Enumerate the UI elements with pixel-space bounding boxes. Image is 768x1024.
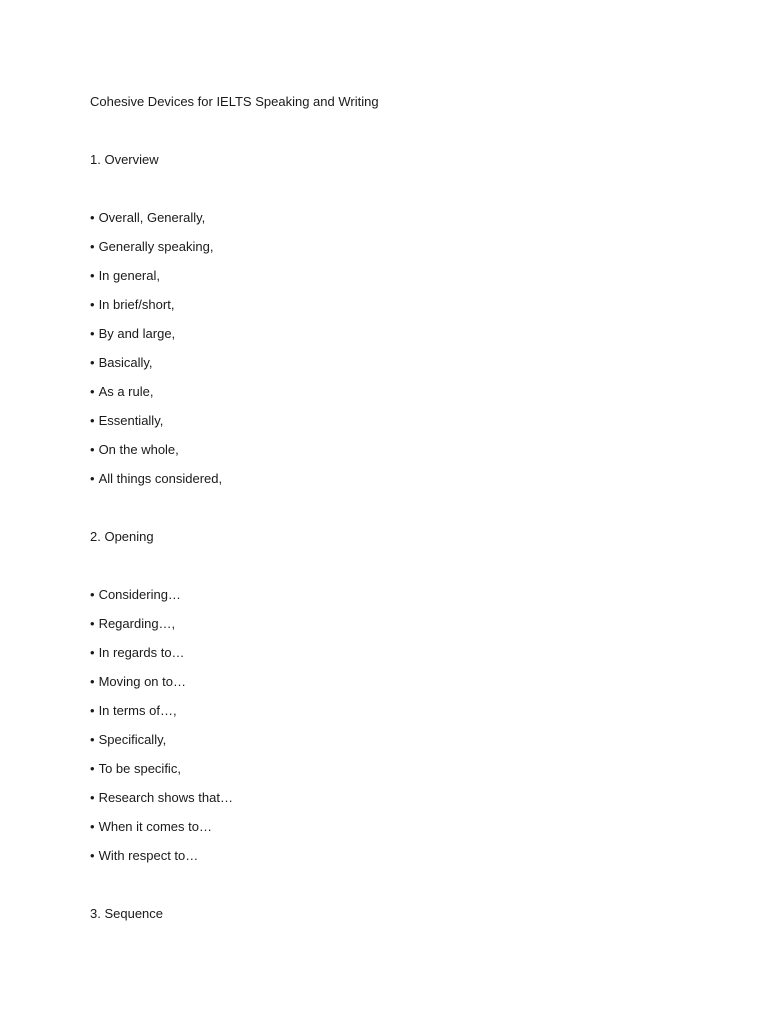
list-item: • Basically, — [90, 354, 690, 383]
list-item: • Regarding…, — [90, 615, 690, 644]
list-item: • In general, — [90, 267, 690, 296]
list-item: • When it comes to… — [90, 818, 690, 847]
list-item: • In brief/short, — [90, 296, 690, 325]
list-item: • Overall, Generally, — [90, 209, 690, 238]
list-item: • On the whole, — [90, 441, 690, 470]
document-title: Cohesive Devices for IELTS Speaking and Writing — [90, 94, 379, 109]
blank-line — [90, 499, 690, 528]
list-item: • To be specific, — [90, 760, 690, 789]
list-item: • Research shows that… — [90, 789, 690, 818]
blank-line — [90, 557, 690, 586]
list-item: • Essentially, — [90, 412, 690, 441]
list-item: • As a rule, — [90, 383, 690, 412]
list-item: • In terms of…, — [90, 702, 690, 731]
blank-line — [90, 180, 690, 209]
section-heading-sequence: 3. Sequence — [90, 906, 164, 921]
list-item: • Specifically, — [90, 731, 690, 760]
list-item: • Considering… — [90, 586, 690, 615]
list-item: • Generally speaking, — [90, 238, 690, 267]
list-item: • Moving on to… — [90, 673, 690, 702]
list-item: • By and large, — [90, 325, 690, 354]
blank-line — [90, 122, 690, 151]
document-body — [90, 93, 690, 934]
list-item: • All things considered, — [90, 470, 690, 499]
list-item: • With respect to… — [90, 847, 690, 876]
section-heading-opening: 2. Opening — [90, 529, 154, 544]
blank-line — [90, 876, 690, 905]
section-heading-overview: 1. Overview — [90, 152, 159, 167]
list-item: • In regards to… — [90, 644, 690, 673]
